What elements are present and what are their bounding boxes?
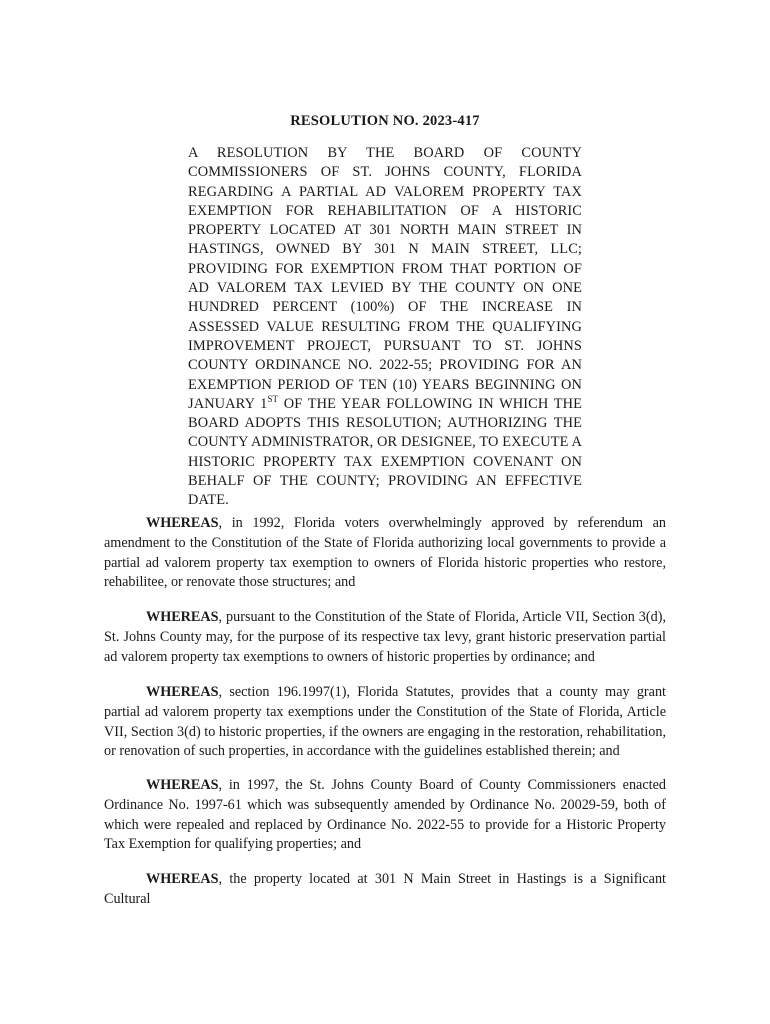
whereas-lead: WHEREAS (146, 871, 219, 887)
whereas-lead: WHEREAS (146, 609, 219, 625)
paragraph-text: , pursuant to the Constitution of the State of Florida, Article VII, Section 3(d), St. Johns County may, for the purpose of its respective tax levy, grant historic preservation partial ad valorem property tax exemptions to owners of historic properties by ordinance; and (104, 609, 666, 665)
paragraph-text: , the property located at 301 N Main Street in Hastings is a Significant Cultural (104, 871, 666, 907)
whereas-lead: WHEREAS (146, 515, 219, 531)
paragraph-text: , in 1997, the St. Johns County Board of County Commissioners enacted Ordinance No. 1997-61 which was subsequently amended by Ordinance No. 20029-59, both of which were repealed and replaced by Ordinance No. 2022-55 to provide for a Historic Property Tax Exemption for qualifying properties; and (104, 777, 666, 853)
whereas-paragraph-5 (104, 870, 666, 910)
whereas-paragraph-3 (104, 683, 666, 762)
paragraph-text: , in 1992, Florida voters overwhelmingly approved by referendum an amendment to the Constitution of the State of Florida authorizing local governments to provide a partial ad valorem property tax exemption to owners of Florida historic properties who restore, rehabilitee, or renovate those structures; and (104, 515, 666, 591)
whereas-lead: WHEREAS (146, 777, 219, 793)
paragraph-text: , section 196.1997(1), Florida Statutes, provides that a county may grant partial ad valorem property tax exemptions under the Constitution of the State of Florida, Article VII, Section 3(d) to historic properties, if the owners are engaging in the restoration, rehabilitation, or renovation of such properties, in accordance with the guidelines established therein; and (104, 684, 666, 760)
whereas-lead: WHEREAS (146, 684, 219, 700)
resolution-title: RESOLUTION NO. 2023-417 (290, 113, 480, 129)
caption-superscript: ST (267, 394, 279, 405)
caption-text-part-2: OF THE YEAR FOLLOWING IN WHICH THE BOARD ADOPTS THIS RESOLUTION; AUTHORIZING THE COUNTY ADMINISTRATOR, OR DESIGNEE, TO EXECUTE A HISTORIC PROPERTY TAX EXEMPTION COVENANT ON BEHALF OF THE COUNTY; PROVIDING AN EFFECTIVE DATE. (188, 395, 582, 509)
caption-text-part-1: A RESOLUTION BY THE BOARD OF COUNTY COMMISSIONERS OF ST. JOHNS COUNTY, FLORIDA REGARDING A PARTIAL AD VALOREM PROPERTY TAX EXEMPTION FOR REHABILITATION OF A HISTORIC PROPERTY LOCATED AT 301 NORTH MAIN STREET IN HASTINGS, OWNED BY 301 N MAIN STREET, LLC; PROVIDING FOR EXEMPTION FROM THAT PORTION OF AD VALOREM TAX LEVIED BY THE COUNTY ON ONE HUNDRED PERCENT (100%) OF THE INCREASE IN ASSESSED VALUE RESULTING FROM THE QUALIFYING IMPROVEMENT PROJECT, PURSUANT TO ST. JOHNS COUNTY ORDINANCE NO. 2022-55; PROVIDING FOR AN EXEMPTION PERIOD OF TEN (10) YEARS BEGINNING ON JANUARY 1 (188, 145, 582, 412)
resolution-caption (188, 144, 582, 511)
whereas-paragraph-2 (104, 608, 666, 667)
whereas-paragraph-4 (104, 776, 666, 855)
whereas-paragraph-1 (104, 514, 666, 593)
